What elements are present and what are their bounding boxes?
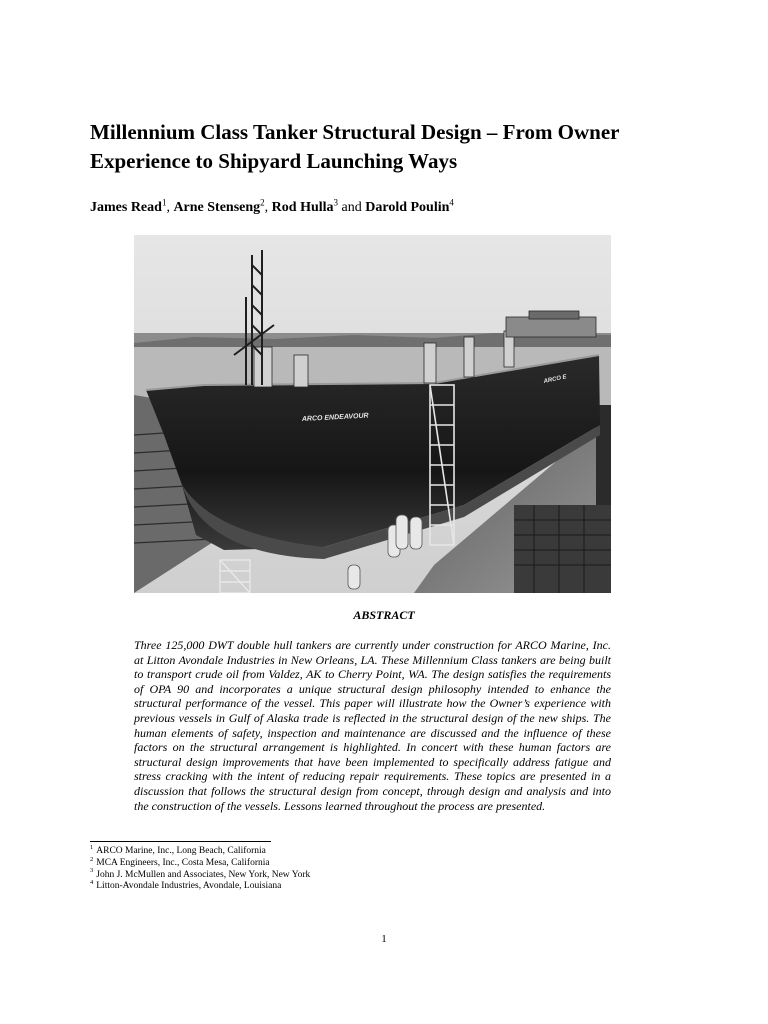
- author-name: Darold Poulin: [365, 200, 450, 215]
- author-name: Rod Hulla: [271, 200, 334, 215]
- footnote: [90, 855, 490, 870]
- author-name: James Read: [90, 200, 162, 215]
- tanker-photo: [134, 235, 611, 593]
- footnote-number: 2: [90, 855, 94, 863]
- author-separator: and: [338, 200, 366, 215]
- author-list: [90, 198, 690, 218]
- footnote-number: 4: [90, 879, 94, 887]
- author-affiliation-mark: 4: [449, 197, 454, 208]
- author-affiliation-mark: 1: [161, 197, 167, 208]
- hull-name-label-stern: ARCO E: [543, 374, 568, 385]
- footnote: [90, 881, 490, 893]
- footnote-text: Litton-Avondale Industries, Avondale, Louisiana: [96, 881, 282, 892]
- footnote-text: John J. McMullen and Associates, New York, New York: [96, 869, 311, 880]
- author-affiliation-mark: 2: [260, 197, 265, 208]
- footnote-text: MCA Engineers, Inc., Costa Mesa, California: [96, 857, 270, 868]
- footnote-number: 3: [90, 867, 94, 875]
- author-name: Arne Stenseng: [173, 200, 261, 215]
- author-separator: ,: [166, 200, 174, 215]
- author-affiliation-mark: 3: [333, 197, 339, 208]
- author-separator: ,: [264, 200, 272, 215]
- abstract-heading: ABSTRACT: [353, 608, 415, 622]
- footnote-text: ARCO Marine, Inc., Long Beach, California: [96, 846, 266, 856]
- hull-name-label: ARCO ENDEAVOUR: [301, 412, 369, 423]
- footnote: [90, 843, 490, 858]
- paper-title: Millennium Class Tanker Structural Design – From Owner Experience to Shipyard Launching Ways: [90, 120, 620, 173]
- footnote-rule: [90, 841, 271, 842]
- page-number: 1: [381, 933, 387, 945]
- abstract-body: Three 125,000 DWT double hull tankers are currently under construction for ARCO Marine, Inc. at Litton Avondale Industries in New Orleans, LA. These Millennium Class tankers are being built to transport crude oil from Valdez, AK to Cherry Point, WA. The design satisfies the requirements of OPA 90 and incorporates a unique structural design philosophy intended to enhance the structural performance of the vessel. This paper will illustrate how the Owner’s experience with previous vessels in Gulf of Alaska trade is reflected in the structural design of the new ships. The human elements of safety, inspection and maintenance are discussed and the influence of these factors on the structural arrangement is highlighted. In concert with these human factors are structural design improvements that have been implemented to specifically address fatigue and stress cracking with the intent of reducing repair requirements. These topics are presented in a discussion that follows the structural design from concept, through design and analysis and into the construction of the vessels. Lessons learned throughout the process are presented.: [134, 638, 611, 813]
- footnotes: [90, 843, 490, 893]
- footnote-number: 1: [90, 843, 94, 851]
- footnote: [90, 867, 490, 882]
